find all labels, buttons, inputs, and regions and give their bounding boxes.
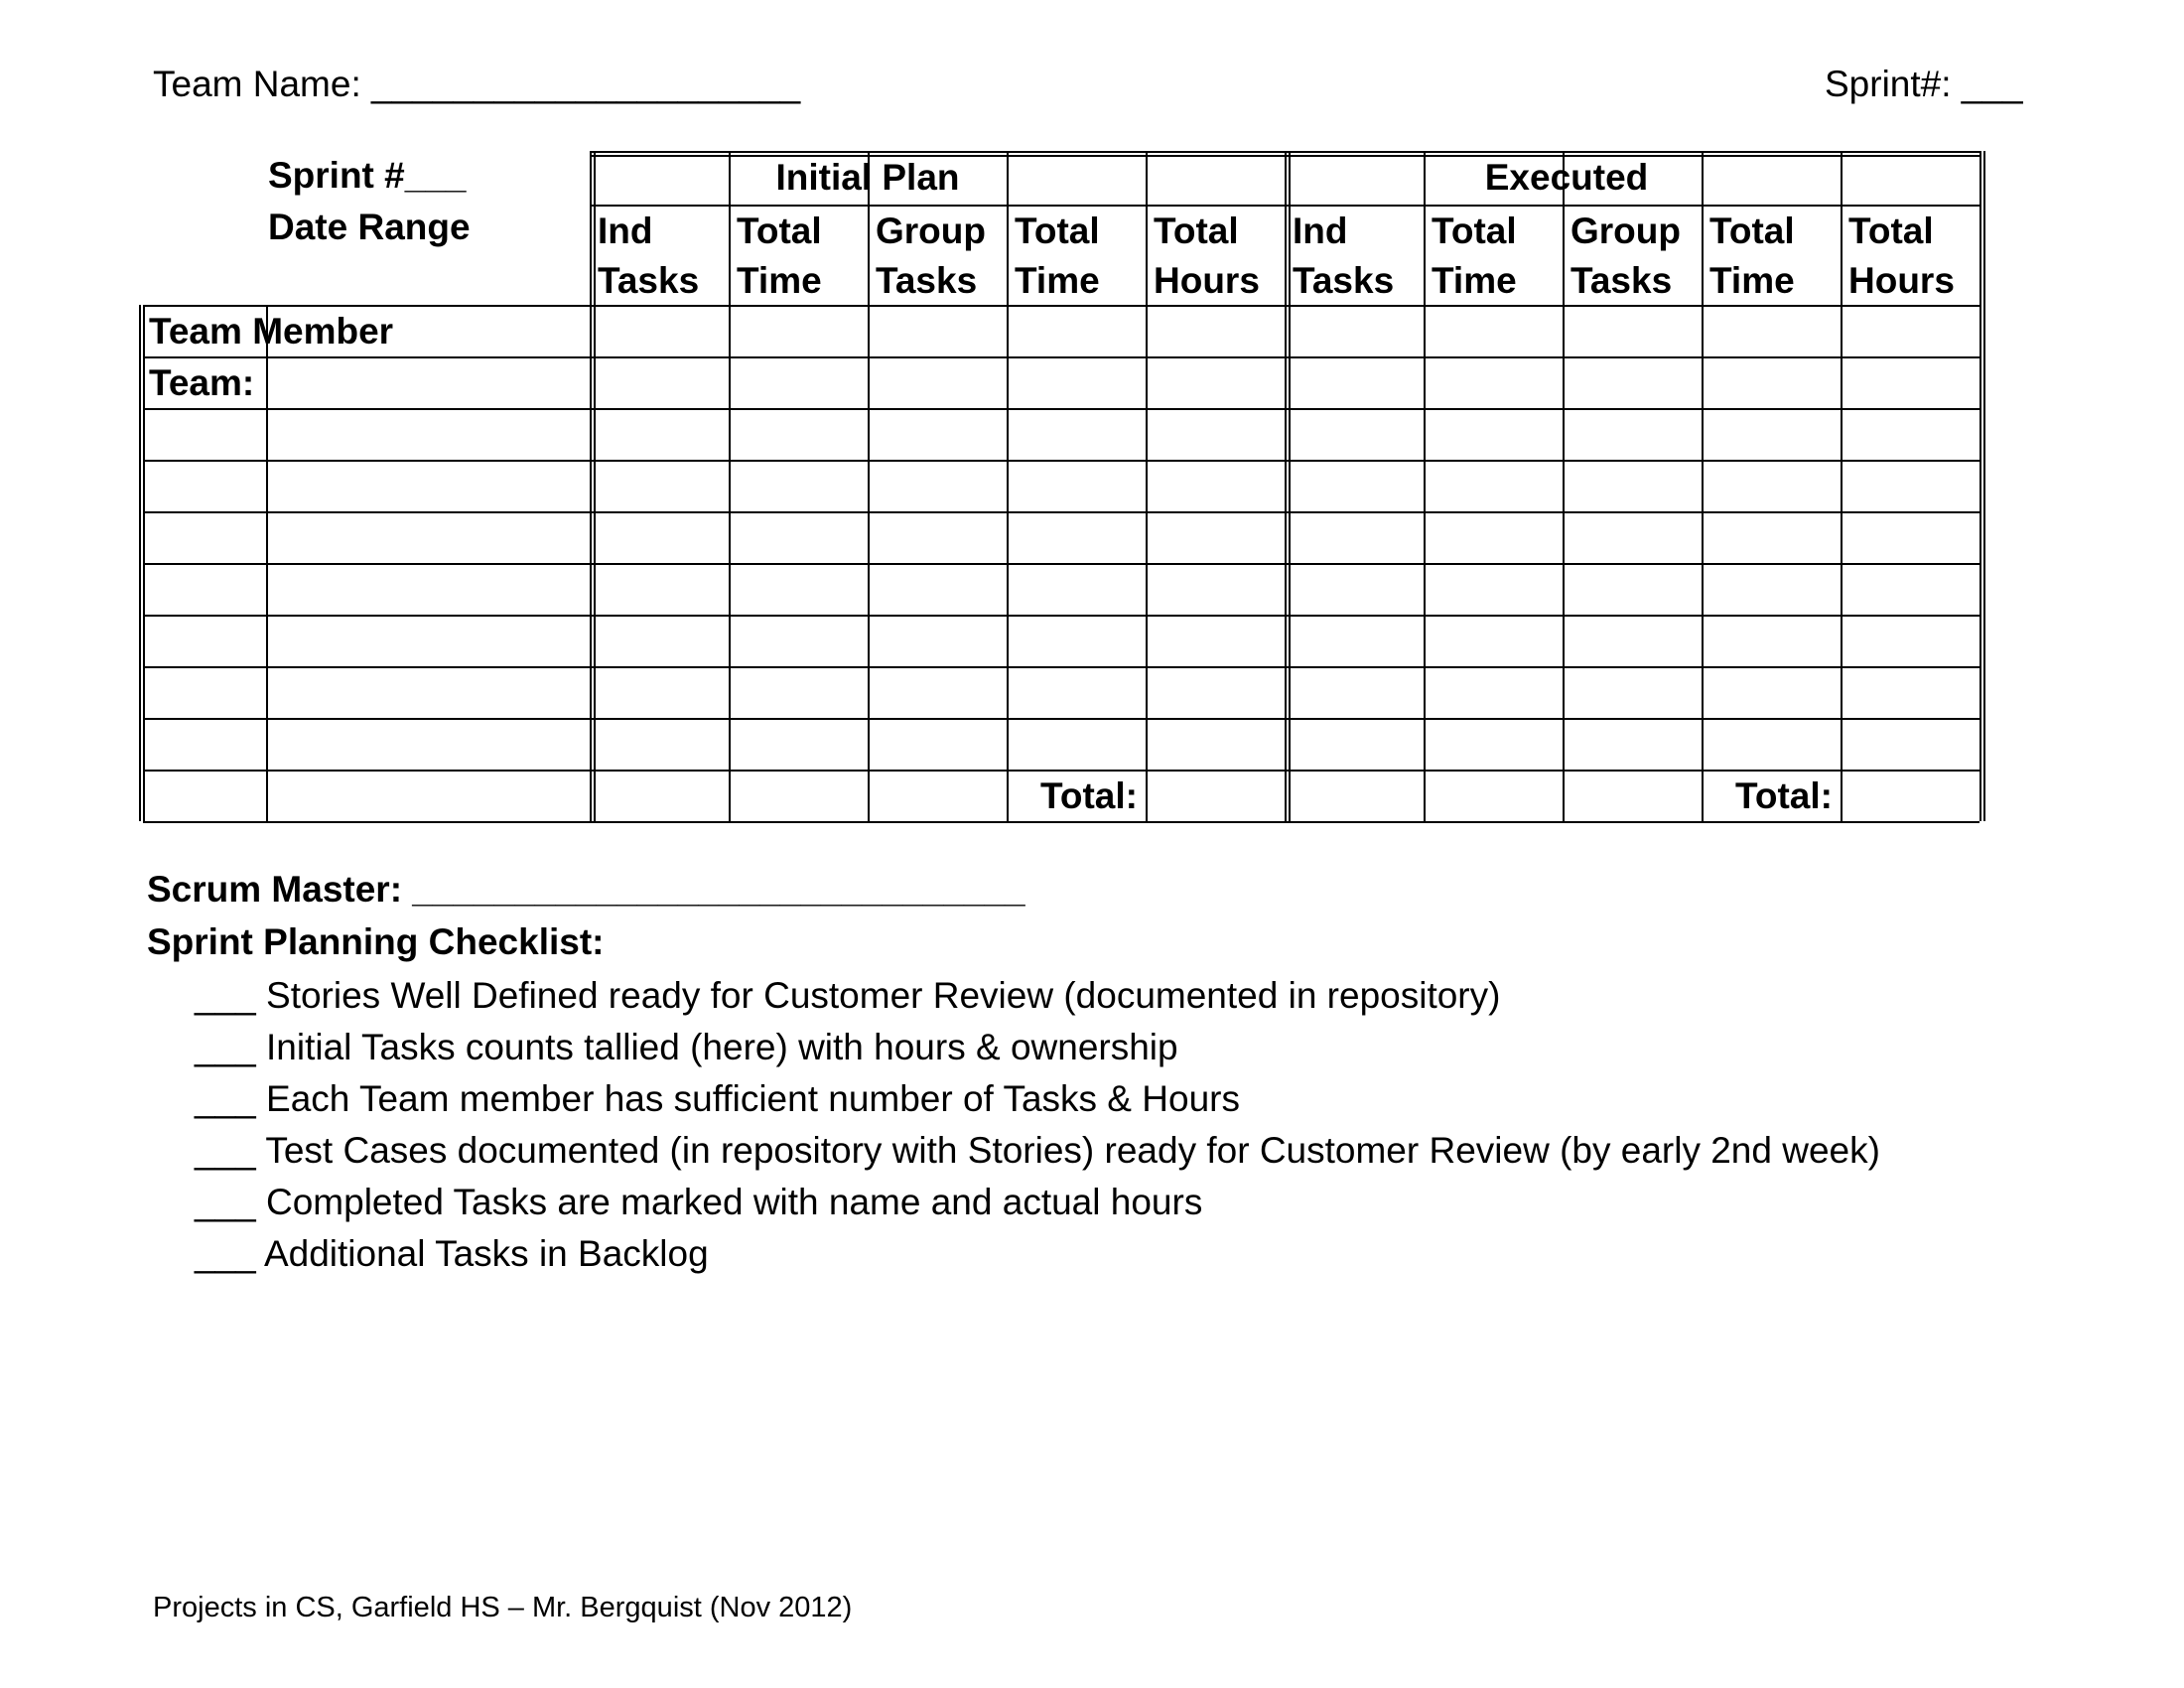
checklist-item: ___ Initial Tasks counts tallied (here) with hours & ownership <box>195 1027 1178 1067</box>
row-line <box>143 615 1979 617</box>
column-header-executed-0: Ind <box>1293 211 1348 251</box>
team-label: Team: <box>149 362 255 403</box>
checklist-item: ___ Test Cases documented (in repository with Stories) ready for Customer Review (by early 2nd week) <box>195 1130 1880 1171</box>
row-line <box>143 460 1979 462</box>
table-date-range-label: Date Range <box>268 207 471 247</box>
row-line <box>143 718 1979 720</box>
column-header-executed-1: Total <box>1432 211 1517 251</box>
total-label-executed: Total: <box>1735 775 1833 816</box>
column-header-executed-2: Group <box>1570 211 1681 251</box>
column-header-executed-1: Time <box>1432 260 1517 301</box>
column-header-executed-0: Tasks <box>1293 260 1395 301</box>
checklist-item: ___ Completed Tasks are marked with name and actual hours <box>195 1182 1203 1222</box>
row-line <box>143 666 1979 668</box>
footer-credit: Projects in CS, Garfield HS – Mr. Bergquist (Nov 2012) <box>153 1592 853 1623</box>
column-line <box>1979 151 1981 821</box>
table-sprint-label: Sprint #___ <box>268 155 467 196</box>
column-line <box>1563 151 1565 821</box>
table-left-border <box>139 305 141 821</box>
name-column-divider <box>266 305 268 821</box>
column-header-executed-3: Total <box>1709 211 1795 251</box>
column-line <box>1007 151 1009 821</box>
column-line <box>1841 151 1843 821</box>
column-header-executed-3: Time <box>1709 260 1795 301</box>
column-line <box>729 151 731 821</box>
column-line-double <box>594 151 596 821</box>
header-executed: Executed <box>1484 157 1649 198</box>
table-left-border <box>143 305 145 821</box>
column-line-double <box>1289 151 1291 821</box>
column-header-initial-4: Hours <box>1154 260 1260 301</box>
row-line <box>143 511 1979 513</box>
column-line <box>868 151 870 821</box>
column-line <box>1285 151 1287 821</box>
row-line <box>143 408 1979 410</box>
column-header-initial-2: Tasks <box>876 260 978 301</box>
column-header-initial-0: Ind <box>598 211 653 251</box>
checklist-title: Sprint Planning Checklist: <box>147 921 605 962</box>
team-member-label: Team Member <box>149 311 394 352</box>
column-header-initial-1: Time <box>737 260 822 301</box>
checklist-item: ___ Each Team member has sufficient number of Tasks & Hours <box>195 1078 1240 1119</box>
column-line <box>1424 151 1426 821</box>
column-header-initial-4: Total <box>1154 211 1239 251</box>
sprint-number-field: Sprint#: ___ <box>1825 64 2023 104</box>
column-header-initial-1: Total <box>737 211 822 251</box>
team-name-field: Team Name: _____________________ <box>153 64 801 104</box>
column-header-initial-2: Group <box>876 211 986 251</box>
column-line <box>590 151 592 821</box>
row-line <box>143 563 1979 565</box>
total-label-initial: Total: <box>1040 775 1138 816</box>
row-line <box>143 356 1979 358</box>
column-line <box>1146 151 1148 821</box>
column-header-initial-3: Total <box>1015 211 1100 251</box>
checklist-item: ___ Stories Well Defined ready for Customer Review (documented in repository) <box>195 975 1501 1016</box>
column-line-double <box>1983 151 1985 821</box>
row-line <box>143 821 1979 823</box>
column-header-initial-3: Time <box>1015 260 1100 301</box>
column-header-executed-4: Total <box>1848 211 1934 251</box>
column-header-executed-4: Hours <box>1848 260 1955 301</box>
column-header-initial-0: Tasks <box>598 260 700 301</box>
header-initial-plan: Initial Plan <box>775 157 960 198</box>
column-line <box>1702 151 1704 821</box>
column-header-executed-2: Tasks <box>1570 260 1673 301</box>
checklist-item: ___ Additional Tasks in Backlog <box>195 1233 709 1274</box>
scrum-master-field: Scrum Master: ______________________________ <box>147 869 1025 910</box>
